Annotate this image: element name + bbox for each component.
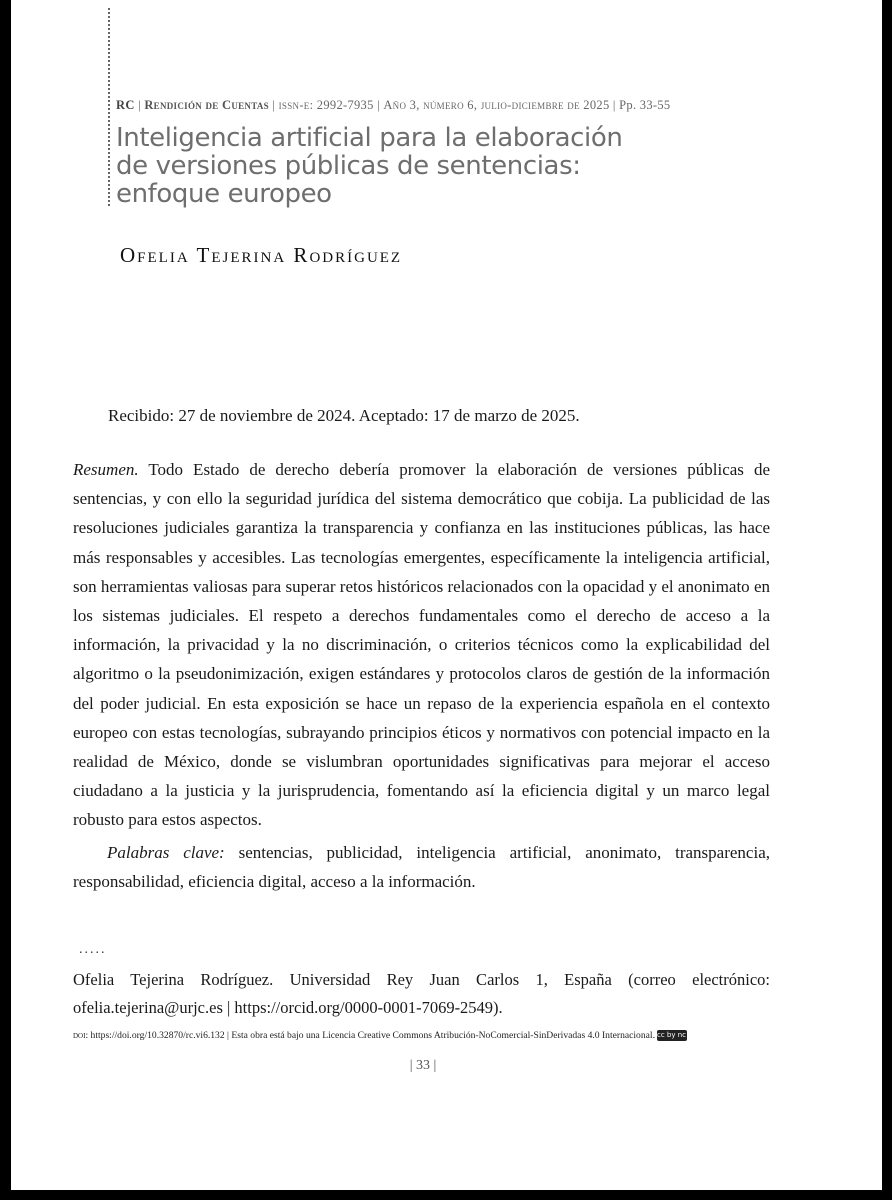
- scan-border-bottom: [0, 1190, 892, 1200]
- doi-label: doi:: [73, 1030, 89, 1041]
- keywords-text: sentencias, publicidad, inteligencia artificial, anonimato, transparencia, responsabilidad, eficiencia digital, acceso a la información.: [73, 842, 770, 891]
- running-header: RC | Rendición de Cuentas | issn-e: 2992-7935 | Año 3, número 6, julio-diciembre de 2025 | Pp. 33-55: [116, 98, 671, 112]
- received-accepted-dates: Recibido: 27 de noviembre de 2024. Aceptado: 17 de marzo de 2025.: [108, 406, 580, 425]
- doi-license-line: doi: https://doi.org/10.32870/rc.vi6.132 | Esta obra está bajo una Licencia Creative Commons Atribución-NoComercial-SinDerivadas 4.0 Internacional. cc by nc nd: [73, 1030, 698, 1041]
- abstract: [73, 455, 770, 896]
- keywords-label: Palabras clave:: [107, 842, 225, 862]
- page-number-value: 33: [416, 1058, 430, 1073]
- title-line: Inteligencia artificial para la elaboración: [116, 123, 623, 153]
- journal-abbrev: RC: [116, 98, 135, 112]
- scan-border-right: [882, 0, 892, 1200]
- abstract-text: Todo Estado de derecho debería promover la elaboración de versiones públicas de sentencias, y con ello la seguridad jurídica del sistema democrático que cobija. La publicidad de las resoluciones judiciales garantiza la transparencia y confianza en las instituciones públicas, las hace más responsables y accesibles. Las tecnologías emergentes, específicamente la inteligencia artificial, son herramientas valiosas para superar retos históricos relacionados con la opacidad y el anonimato en los sistemas judiciales. El respeto a derechos fundamentales como el derecho de acceso a la información, la privacidad y la no discriminación, o criterios técnicos como la explicabilidad del algoritmo o la pseudonimización, exigen estándares y protocolos claros de gestión de la información del poder judicial. En esta exposición se hace un repaso de la experiencia española en el contexto europeo con estas tecnologías, subrayando principios éticos y normativos con potencial impacto en la realidad de México, donde se vislumbran oportunidades significativas para mejorar el acceso ciudadano a la justicia y la jurisprudencia, fomentando así la eficiencia digital y un marco legal robusto para estos aspectos.: [73, 460, 770, 830]
- journal-name: Rendición de Cuentas: [144, 98, 269, 112]
- keywords: [73, 838, 770, 896]
- author-name: Ofelia Tejerina Rodríguez: [120, 243, 403, 267]
- article-title: [116, 124, 736, 208]
- title-line: enfoque europeo: [116, 179, 332, 209]
- dotted-rule: [108, 8, 110, 206]
- footnote-separator: .....: [79, 942, 107, 957]
- scan-border-left: [0, 0, 11, 1200]
- page-range: Pp. 33-55: [619, 98, 671, 112]
- issn: issn-e: 2992-7935: [278, 98, 374, 112]
- page-number: | 33 |: [409, 1058, 437, 1073]
- issue-info: Año 3, número 6, julio-diciembre de 2025: [383, 98, 610, 112]
- abstract-label: Resumen.: [73, 460, 139, 479]
- doi-link[interactable]: https://doi.org/10.32870/rc.vi6.132: [90, 1030, 225, 1041]
- title-line: de versiones públicas de sentencias:: [116, 151, 581, 181]
- creative-commons-icon[interactable]: cc by nc nd: [656, 1031, 698, 1040]
- author-footnote: Ofelia Tejerina Rodríguez. Universidad Rey Juan Carlos 1, España (correo electrónico: ofelia.tejerina@urjc.es | https://orcid.org/0000-0001-7069-2549).: [73, 970, 770, 1017]
- license-text: Esta obra está bajo una Licencia Creative Commons Atribución-NoComercial-SinDerivadas 4.0 Internacional.: [231, 1030, 655, 1041]
